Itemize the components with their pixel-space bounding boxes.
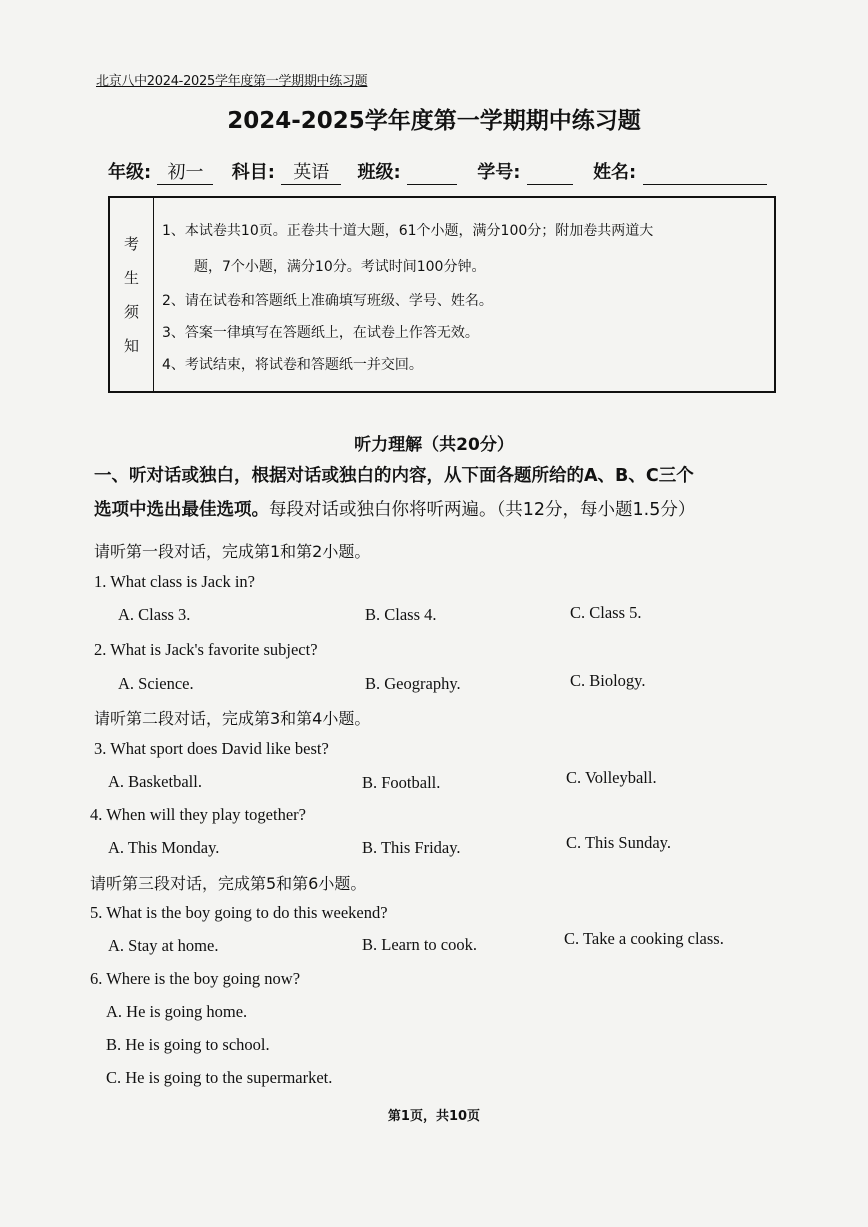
question-2-option-a: A. Science. <box>118 674 194 693</box>
page-footer: 第1页，共10页 <box>387 1109 481 1124</box>
question-4: 4. When will they play together? <box>90 805 306 824</box>
question-4-option-b: B. This Friday. <box>362 838 461 857</box>
student-info-row <box>108 158 767 185</box>
question-5-option-b: B. Learn to cook. <box>362 935 478 954</box>
question-3-option-b: B. Football. <box>362 773 441 792</box>
notice-item-1-cont: 题，7个小题，满分10分。考试时间100分钟。 <box>194 259 486 275</box>
page-title: 2024-2025学年度第一学期期中练习题 <box>227 108 641 134</box>
question-5-option-c: C. Take a cooking class. <box>564 929 724 948</box>
notice-item-1: 1、本试卷共10页。正卷共十道大题，61个小题，满分100分；附加卷共两道大 <box>162 223 654 239</box>
question-2-option-c: C. Biology. <box>570 671 646 690</box>
name-blank <box>643 166 767 185</box>
question-3-option-a: A. Basketball. <box>108 772 202 791</box>
id-label: 学号: <box>477 162 521 183</box>
notice-side-label <box>110 198 154 391</box>
notice-side-char: 考 <box>123 234 139 253</box>
grade-value: 初一 <box>157 158 213 185</box>
part1-instruction-line2 <box>94 496 695 521</box>
question-2-option-b: B. Geography. <box>365 674 461 693</box>
name-label: 姓名: <box>593 162 637 183</box>
question-5-option-a: A. Stay at home. <box>108 936 219 955</box>
notice-side-char: 须 <box>123 302 139 321</box>
question-4-option-c: C. This Sunday. <box>566 833 671 852</box>
question-3: 3. What sport does David like best? <box>94 739 329 758</box>
question-4-option-a: A. This Monday. <box>108 838 220 857</box>
exam-notice-box <box>108 196 776 393</box>
sub-instruction-1: 请听第一段对话，完成第1和第2小题。 <box>94 542 371 561</box>
part1-instruction-bold: 选项中选出最佳选项。 <box>94 500 269 520</box>
subject-value: 英语 <box>281 158 341 185</box>
notice-item-2: 2、请在试卷和答题纸上准确填写班级、学号、姓名。 <box>162 293 493 309</box>
grade-label: 年级: <box>108 162 152 183</box>
sub-instruction-2: 请听第二段对话，完成第3和第4小题。 <box>94 709 371 728</box>
question-1-option-b: B. Class 4. <box>365 605 437 624</box>
question-6: 6. Where is the boy going now? <box>90 969 301 988</box>
question-6-option-b: B. He is going to school. <box>106 1035 270 1054</box>
part1-instruction-line1: 一、听对话或独白，根据对话或独白的内容，从下面各题所给的A、B、C三个 <box>94 466 694 486</box>
sub-instruction-3: 请听第三段对话，完成第5和第6小题。 <box>90 874 367 893</box>
question-6-option-c: C. He is going to the supermarket. <box>106 1068 333 1087</box>
question-5: 5. What is the boy going to do this weekend? <box>90 903 388 922</box>
question-1-option-c: C. Class 5. <box>570 603 642 622</box>
notice-side-char: 生 <box>123 268 139 287</box>
notice-item-3: 3、答案一律填写在答题纸上，在试卷上作答无效。 <box>162 325 479 341</box>
notice-side-char: 知 <box>123 336 139 355</box>
class-blank <box>407 166 457 185</box>
header-note: 北京八中2024-2025学年度第一学期期中练习题 <box>96 74 368 89</box>
part1-instruction-rest: 每段对话或独白你将听两遍。（共12分，每小题1.5分） <box>269 500 696 520</box>
question-1-option-a: A. Class 3. <box>118 605 191 624</box>
subject-label: 科目: <box>231 162 275 183</box>
question-3-option-c: C. Volleyball. <box>566 768 657 787</box>
question-6-option-a: A. He is going home. <box>106 1002 248 1021</box>
class-label: 班级: <box>357 162 401 183</box>
question-2: 2. What is Jack's favorite subject? <box>94 640 318 659</box>
id-blank <box>527 166 573 185</box>
question-1: 1. What class is Jack in? <box>94 572 255 591</box>
section-title: 听力理解（共20分） <box>354 435 514 455</box>
notice-item-4: 4、考试结束，将试卷和答题纸一并交回。 <box>162 357 423 373</box>
